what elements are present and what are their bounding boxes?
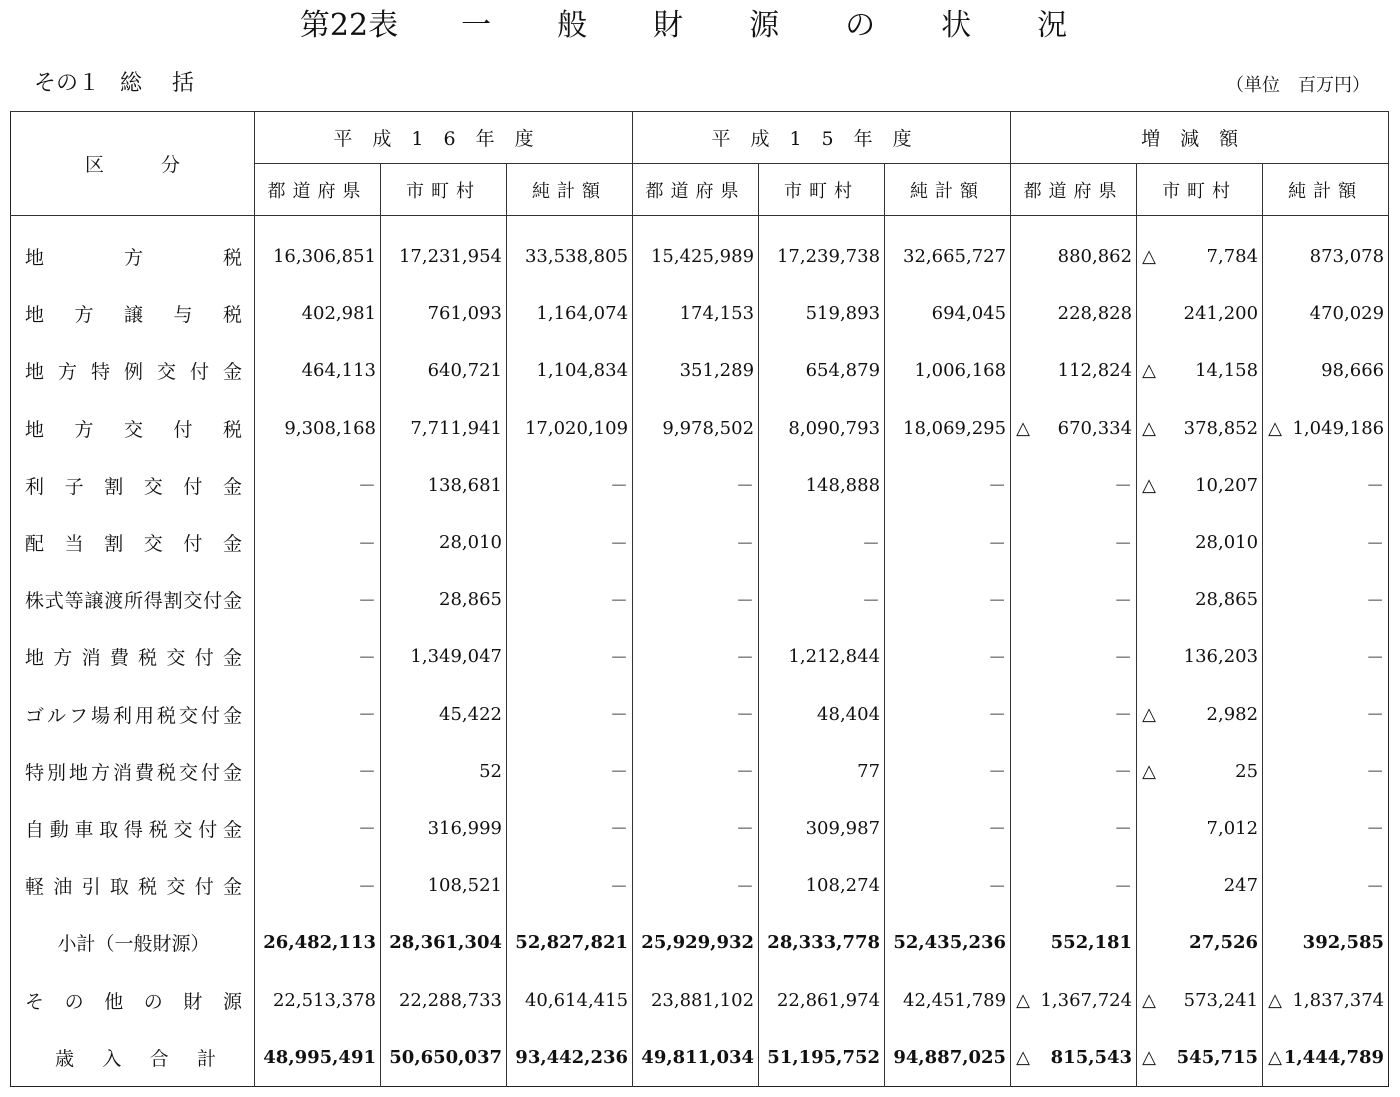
table-cell: 27,526 [1137, 914, 1263, 971]
row-label: 地方税 [25, 247, 242, 270]
cell-value: 2,982 [1206, 703, 1259, 725]
table-row [11, 800, 1389, 857]
table-cell: － [885, 743, 1011, 800]
negative-triangle-icon: △ [1268, 1046, 1282, 1068]
table-cell: 1,104,834 [507, 342, 633, 399]
negative-triangle-icon: △ [1268, 417, 1282, 439]
negative-triangle-icon: △ [1016, 417, 1030, 439]
table-cell: － [1011, 857, 1137, 914]
table-cell: 22,513,378 [255, 971, 381, 1028]
table-cell: 52,827,821 [507, 914, 633, 971]
table-cell: 880,862 [1011, 216, 1137, 286]
table-cell: 51,195,752 [759, 1029, 885, 1087]
table-cell: － [1011, 628, 1137, 685]
cell-value: 378,852 [1183, 417, 1259, 439]
column-header: 市町村 [759, 164, 885, 216]
negative-triangle-icon: △ [1142, 360, 1156, 382]
negative-triangle-icon: △ [1142, 417, 1156, 439]
table-cell: 112,824 [1011, 342, 1137, 399]
table-cell: － [759, 571, 885, 628]
table-cell: 98,666 [1263, 342, 1389, 399]
table-cell: 316,999 [381, 800, 507, 857]
table-cell: － [255, 514, 381, 571]
column-header: 純計額 [885, 164, 1011, 216]
table-cell: 1,006,168 [885, 342, 1011, 399]
table-cell: 48,404 [759, 686, 885, 743]
table-cell: 309,987 [759, 800, 885, 857]
table-cell: － [633, 686, 759, 743]
table-cell: 40,614,415 [507, 971, 633, 1028]
row-label: 利子割交付金 [25, 475, 242, 498]
row-label: 特別地方消費税交付金 [25, 761, 242, 784]
table-cell: 15,425,989 [633, 216, 759, 286]
negative-triangle-icon: △ [1142, 246, 1156, 268]
row-label: 地方譲与税 [25, 304, 242, 327]
table-row [11, 285, 1389, 342]
table-row [11, 514, 1389, 571]
row-label: 地方交付税 [25, 418, 242, 441]
subtitle-word: 総括 [120, 71, 225, 96]
cell-value: 7,784 [1206, 246, 1259, 268]
table-cell: － [255, 800, 381, 857]
table-cell: － [633, 743, 759, 800]
table-cell: 174,153 [633, 285, 759, 342]
table-cell: － [885, 571, 1011, 628]
table-cell: 52 [381, 743, 507, 800]
table-cell: － [1011, 686, 1137, 743]
table-cell: 7,711,941 [381, 400, 507, 457]
table-cell: － [1011, 800, 1137, 857]
table-cell [1011, 1029, 1137, 1087]
column-header: 都道府県 [1011, 164, 1137, 216]
table-row [11, 216, 1389, 286]
row-label: 小計（一般財源） [57, 933, 210, 956]
table-cell: － [1011, 743, 1137, 800]
table-cell [1137, 686, 1263, 743]
table-cell: － [885, 514, 1011, 571]
table-cell [1137, 342, 1263, 399]
table-cell [1137, 971, 1263, 1028]
row-label: 軽油引取税交付金 [25, 876, 242, 899]
column-header: 市町村 [1137, 164, 1263, 216]
table-cell [1263, 400, 1389, 457]
table-cell: 654,879 [759, 342, 885, 399]
table-cell: 1,164,074 [507, 285, 633, 342]
cell-value: 1,837,374 [1292, 989, 1385, 1011]
table-cell: 25,929,932 [633, 914, 759, 971]
table-cell: － [255, 743, 381, 800]
subtitle-part: その１ [34, 71, 101, 96]
cell-value: 14,158 [1195, 360, 1259, 382]
table-cell [1263, 1029, 1389, 1087]
title-char: の [845, 8, 876, 43]
table-row [11, 342, 1389, 399]
title-char: 般 [557, 8, 588, 43]
table-cell: 28,865 [381, 571, 507, 628]
table-cell: 49,811,034 [633, 1029, 759, 1087]
table-cell: － [507, 743, 633, 800]
table-cell: 50,650,037 [381, 1029, 507, 1087]
table-cell: 94,887,025 [885, 1029, 1011, 1087]
table-cell: － [633, 514, 759, 571]
cell-value: 545,715 [1176, 1046, 1259, 1068]
column-header: 都道府県 [633, 164, 759, 216]
unit-label: （単位 百万円） [1226, 75, 1370, 96]
table-cell: 552,181 [1011, 914, 1137, 971]
title-prefix: 第22表 [299, 8, 399, 43]
table-cell: 136,203 [1137, 628, 1263, 685]
table-cell: 138,681 [381, 457, 507, 514]
table-cell: － [1263, 628, 1389, 685]
table-cell: － [885, 857, 1011, 914]
row-label: 地方消費税交付金 [25, 647, 242, 670]
table-cell: 470,029 [1263, 285, 1389, 342]
negative-triangle-icon: △ [1142, 703, 1156, 725]
table-cell: － [1263, 514, 1389, 571]
table-cell: － [255, 857, 381, 914]
table-cell: － [1263, 571, 1389, 628]
page-title [0, 4, 1400, 48]
title-char: 状 [941, 8, 972, 43]
table-cell: 694,045 [885, 285, 1011, 342]
table-cell: 241,200 [1137, 285, 1263, 342]
group-header: 平成16年度 [255, 112, 633, 164]
table-cell: 45,422 [381, 686, 507, 743]
negative-triangle-icon: △ [1142, 474, 1156, 496]
table-cell: － [885, 686, 1011, 743]
row-label: 地方特例交付金 [25, 361, 242, 384]
table-cell: － [1011, 571, 1137, 628]
table-row [11, 457, 1389, 514]
table-cell: 17,231,954 [381, 216, 507, 286]
table-row [11, 400, 1389, 457]
table-row [11, 1029, 1389, 1087]
column-header: 都道府県 [255, 164, 381, 216]
table-row [11, 743, 1389, 800]
table-cell: － [1011, 457, 1137, 514]
table-cell: 148,888 [759, 457, 885, 514]
table-cell: － [633, 628, 759, 685]
table-header [11, 112, 1389, 216]
table-cell [1011, 400, 1137, 457]
title-char: 財 [653, 8, 684, 43]
table-cell: － [633, 857, 759, 914]
table-cell: 28,361,304 [381, 914, 507, 971]
row-label: その他の財源 [25, 990, 242, 1013]
row-label: 株式等譲渡所得割交付金 [25, 590, 242, 613]
table-cell: 247 [1137, 857, 1263, 914]
negative-triangle-icon: △ [1142, 1046, 1156, 1068]
table-row [11, 686, 1389, 743]
table-cell: － [507, 628, 633, 685]
table-cell: 17,239,738 [759, 216, 885, 286]
title-char: 一 [461, 8, 492, 43]
table-cell: 16,306,851 [255, 216, 381, 286]
table-cell: － [1263, 743, 1389, 800]
table-cell: － [1263, 686, 1389, 743]
negative-triangle-icon: △ [1016, 1046, 1030, 1068]
table-cell: 48,995,491 [255, 1029, 381, 1087]
row-label: 自動車取得税交付金 [25, 818, 242, 841]
table-cell: 28,010 [381, 514, 507, 571]
table-cell: 32,665,727 [885, 216, 1011, 286]
cell-value: 10,207 [1195, 474, 1259, 496]
table-cell: － [507, 686, 633, 743]
table-cell [1137, 400, 1263, 457]
table-cell [1137, 743, 1263, 800]
table-cell: － [255, 628, 381, 685]
table-cell: 108,274 [759, 857, 885, 914]
table-cell [1137, 457, 1263, 514]
table-cell [1137, 216, 1263, 286]
table-cell: 9,978,502 [633, 400, 759, 457]
section-subtitle [34, 66, 224, 102]
table-cell: － [633, 800, 759, 857]
table-cell: － [255, 686, 381, 743]
negative-triangle-icon: △ [1268, 989, 1282, 1011]
row-label-header: 区 分 [11, 112, 255, 216]
table-cell: － [885, 628, 1011, 685]
cell-value: 1,367,724 [1040, 989, 1133, 1011]
table-cell: 9,308,168 [255, 400, 381, 457]
negative-triangle-icon: △ [1142, 760, 1156, 782]
table-row [11, 914, 1389, 971]
cell-value: 670,334 [1057, 417, 1133, 439]
table-cell: 17,020,109 [507, 400, 633, 457]
table-cell: － [1263, 857, 1389, 914]
table-cell: － [507, 457, 633, 514]
table-cell: － [633, 457, 759, 514]
table-cell: － [1263, 457, 1389, 514]
financial-table [10, 111, 1389, 1087]
row-label: 歳入合計 [55, 1047, 216, 1070]
table-cell: 1,212,844 [759, 628, 885, 685]
table-cell: 402,981 [255, 285, 381, 342]
table-cell: 464,113 [255, 342, 381, 399]
table-cell: 93,442,236 [507, 1029, 633, 1087]
table-cell: 519,893 [759, 285, 885, 342]
table-cell: － [759, 514, 885, 571]
table-cell: － [507, 857, 633, 914]
table-cell: － [507, 800, 633, 857]
table-cell: 52,435,236 [885, 914, 1011, 971]
table-cell: 28,865 [1137, 571, 1263, 628]
table-cell: － [633, 571, 759, 628]
negative-triangle-icon: △ [1142, 989, 1156, 1011]
table-cell: 22,288,733 [381, 971, 507, 1028]
row-label: 配当割交付金 [25, 533, 242, 556]
table-cell [1137, 1029, 1263, 1087]
table-cell [1011, 971, 1137, 1028]
table-cell: － [1263, 800, 1389, 857]
cell-value: 1,444,789 [1283, 1046, 1385, 1068]
table-cell: 8,090,793 [759, 400, 885, 457]
table-row [11, 971, 1389, 1028]
column-header: 市町村 [381, 164, 507, 216]
negative-triangle-icon: △ [1016, 989, 1030, 1011]
table-cell: 22,861,974 [759, 971, 885, 1028]
table-cell: 18,069,295 [885, 400, 1011, 457]
table-cell: － [885, 800, 1011, 857]
group-header: 平成15年度 [633, 112, 1011, 164]
table-cell: 42,451,789 [885, 971, 1011, 1028]
cell-value: 25 [1235, 760, 1259, 782]
table-row [11, 628, 1389, 685]
table-body [11, 216, 1389, 1087]
table-cell: 873,078 [1263, 216, 1389, 286]
table-cell: － [255, 457, 381, 514]
table-cell: － [1011, 514, 1137, 571]
table-cell: 26,482,113 [255, 914, 381, 971]
table-cell: 77 [759, 743, 885, 800]
table-cell: － [507, 571, 633, 628]
table-cell: 228,828 [1011, 285, 1137, 342]
table-cell: 28,333,778 [759, 914, 885, 971]
table-cell: 1,349,047 [381, 628, 507, 685]
table-cell: 33,538,805 [507, 216, 633, 286]
table-cell: 7,012 [1137, 800, 1263, 857]
table-cell [1263, 971, 1389, 1028]
table-cell: 28,010 [1137, 514, 1263, 571]
table-cell: － [255, 571, 381, 628]
title-char: 況 [1037, 8, 1068, 43]
table-cell: 108,521 [381, 857, 507, 914]
table-cell: － [507, 514, 633, 571]
table-cell: 351,289 [633, 342, 759, 399]
table-cell: 392,585 [1263, 914, 1389, 971]
column-header: 純計額 [1263, 164, 1389, 216]
group-header: 増減額 [1011, 112, 1389, 164]
cell-value: 573,241 [1183, 989, 1259, 1011]
table-cell: 761,093 [381, 285, 507, 342]
column-header: 純計額 [507, 164, 633, 216]
table-cell: － [885, 457, 1011, 514]
table-row [11, 571, 1389, 628]
table-cell: 640,721 [381, 342, 507, 399]
table-cell: 23,881,102 [633, 971, 759, 1028]
title-char: 源 [749, 8, 780, 43]
row-label: ゴルフ場利用税交付金 [25, 704, 242, 727]
table-row [11, 857, 1389, 914]
cell-value: 1,049,186 [1292, 417, 1385, 439]
cell-value: 815,543 [1050, 1046, 1133, 1068]
